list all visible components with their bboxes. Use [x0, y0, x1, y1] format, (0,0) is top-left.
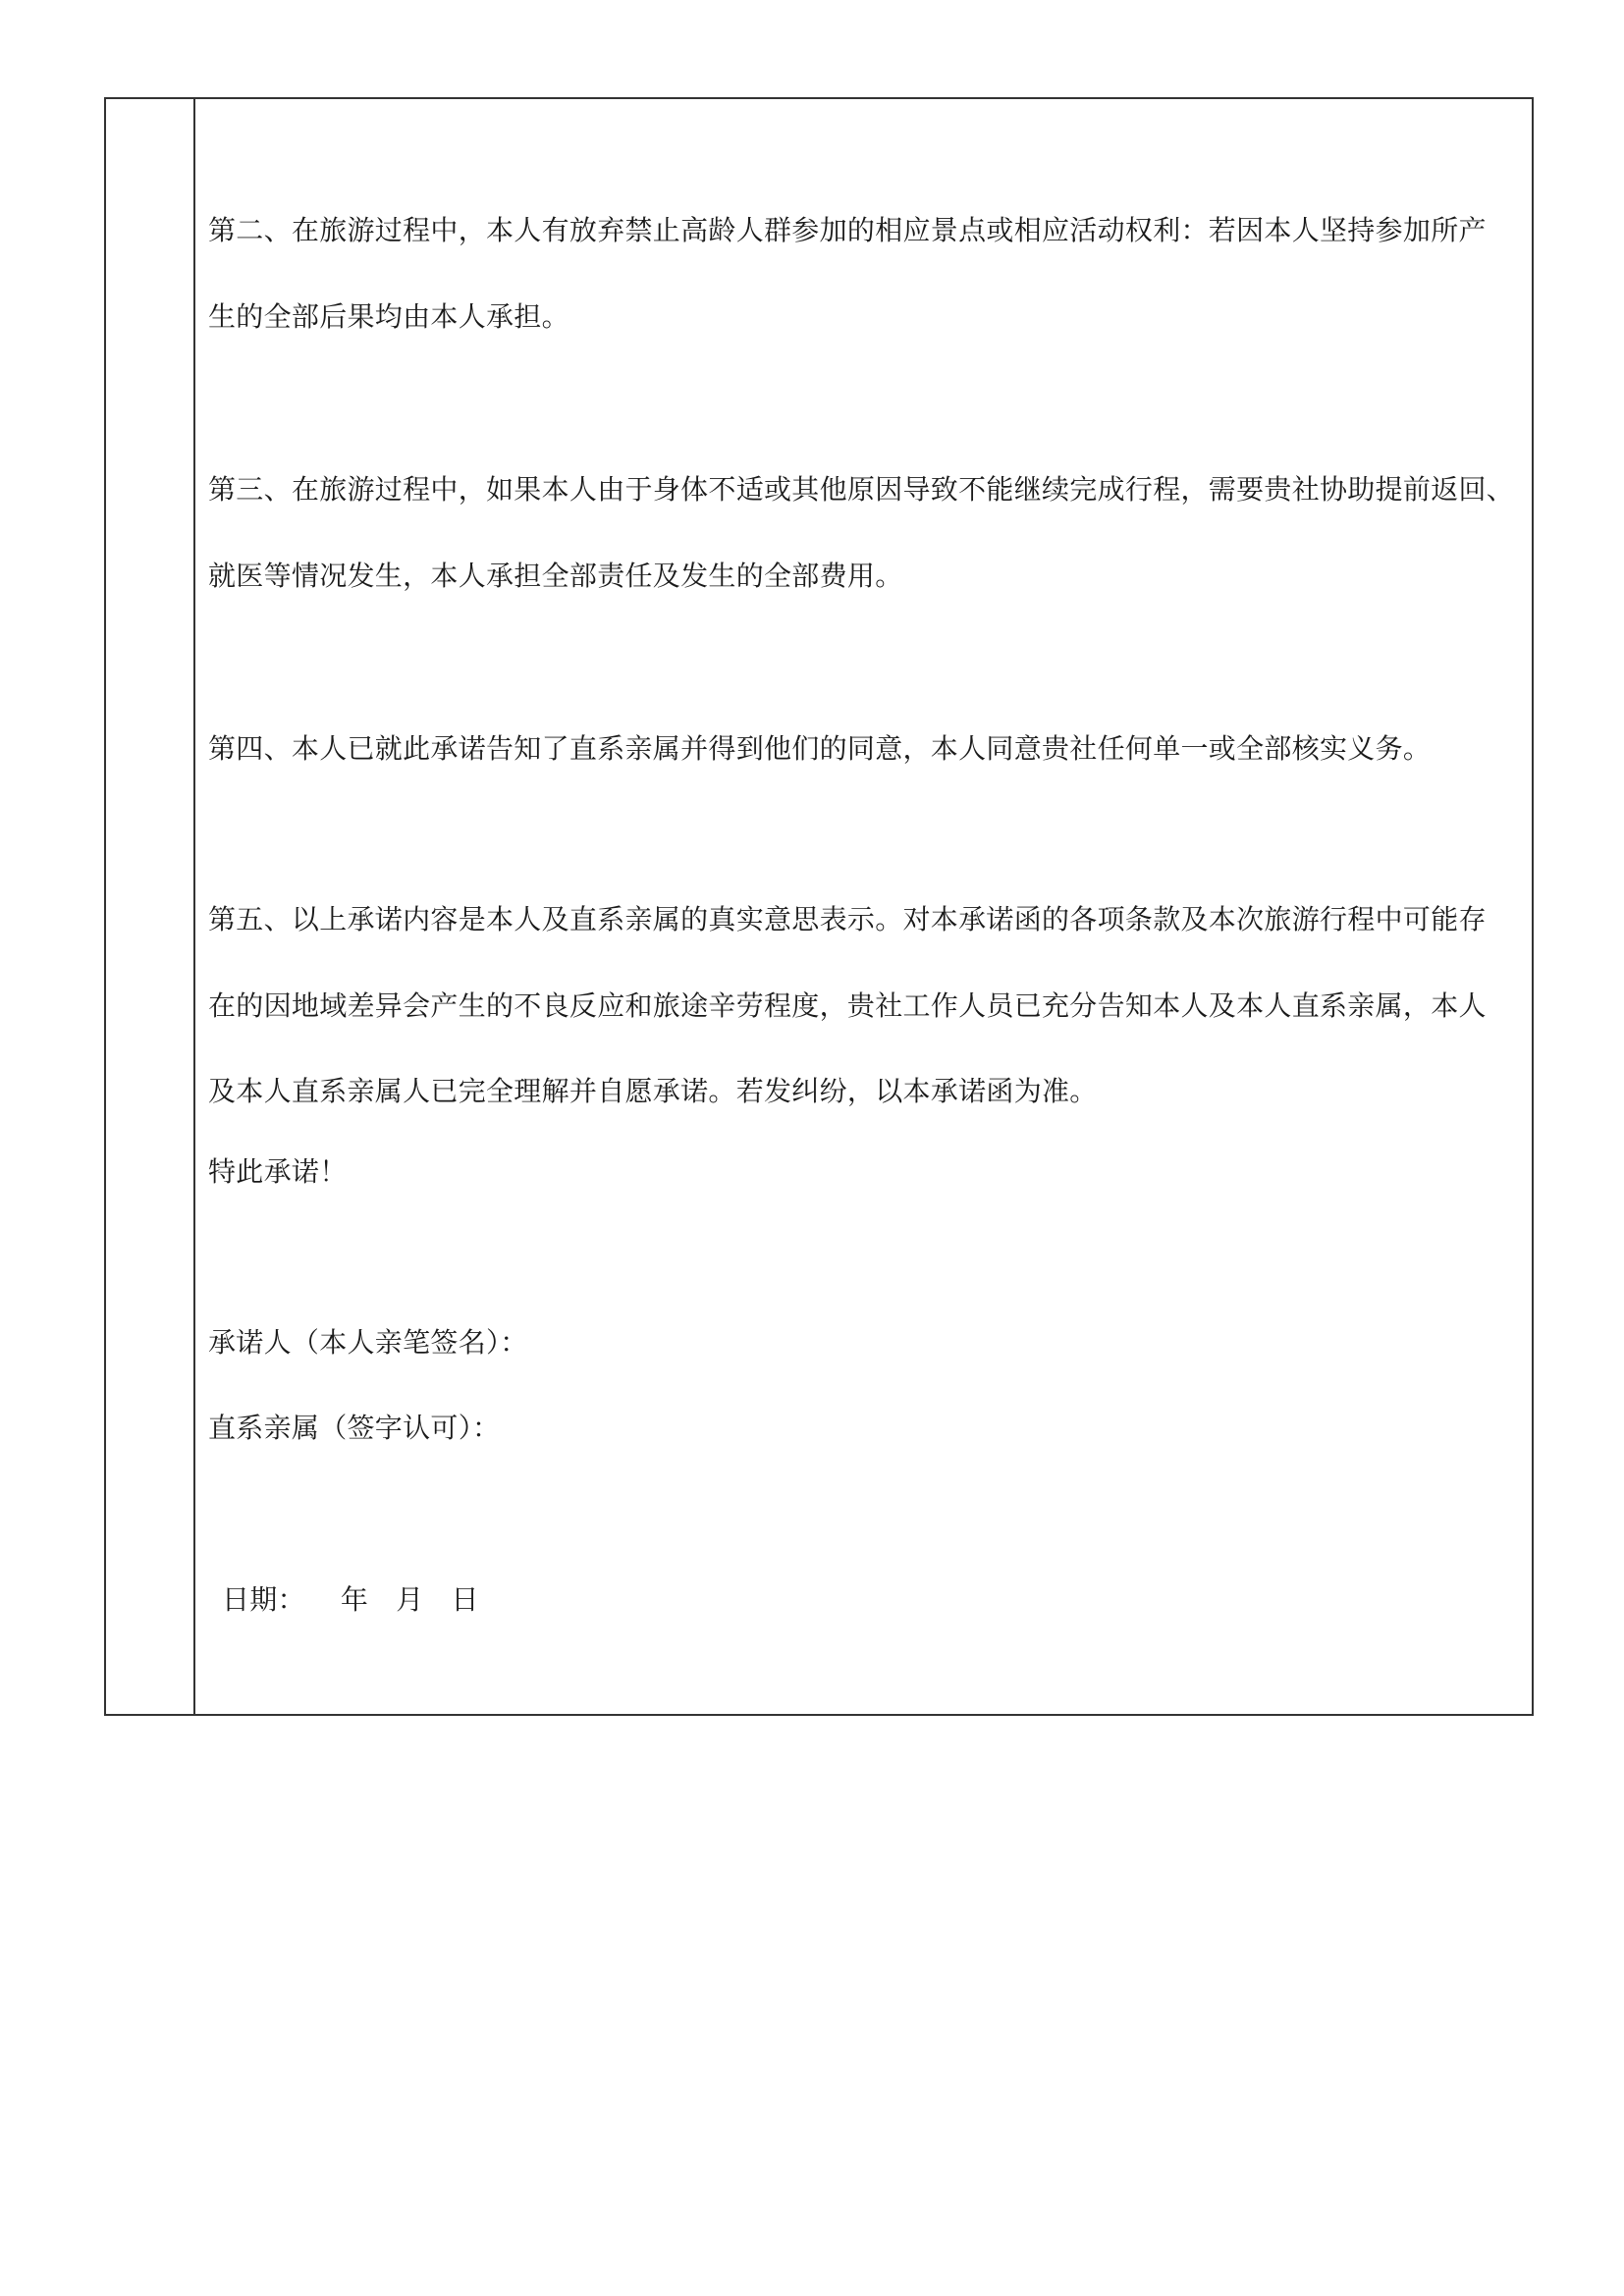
date-label: 日期： — [222, 1583, 305, 1616]
document-table — [104, 97, 1534, 1716]
clause-third-line-1: 第三、在旅游过程中，如果本人由于身体不适或其他原因导致不能继续完成行程，需要贵社协助提前返回、 — [208, 473, 1515, 506]
clause-third-line-2: 就医等情况发生，本人承担全部责任及发生的全部费用。 — [208, 560, 903, 592]
date-line — [222, 1580, 479, 1620]
left-column-cell — [106, 99, 195, 1714]
closing-statement: 特此承诺！ — [208, 1155, 348, 1188]
relative-signature-label: 直系亲属（签字认可）： — [208, 1412, 501, 1444]
date-day: 日 — [451, 1583, 479, 1616]
clause-fourth-line-1: 第四、本人已就此承诺告知了直系亲属并得到他们的同意，本人同意贵社任何单一或全部核实义务。 — [208, 732, 1432, 765]
clause-fifth-line-3: 及本人直系亲属人已完全理解并自愿承诺。若发纠纷，以本承诺函为准。 — [208, 1075, 1098, 1107]
clause-fifth-line-2: 在的因地域差异会产生的不良反应和旅途辛劳程度，贵社工作人员已充分告知本人及本人直系亲属，本人 — [208, 989, 1487, 1022]
date-year: 年 — [340, 1583, 369, 1616]
content-cell — [208, 99, 1524, 1714]
promisor-signature-label: 承诺人（本人亲笔签名）： — [208, 1326, 528, 1359]
clause-second-line-2: 生的全部后果均由本人承担。 — [208, 300, 569, 333]
clause-fifth-line-1: 第五、以上承诺内容是本人及直系亲属的真实意思表示。对本承诺函的各项条款及本次旅游行程中可能存 — [208, 903, 1487, 935]
clause-second-line-1: 第二、在旅游过程中，本人有放弃禁止高龄人群参加的相应景点或相应活动权利：若因本人坚持参加所产 — [208, 214, 1487, 246]
date-month: 月 — [396, 1583, 424, 1616]
